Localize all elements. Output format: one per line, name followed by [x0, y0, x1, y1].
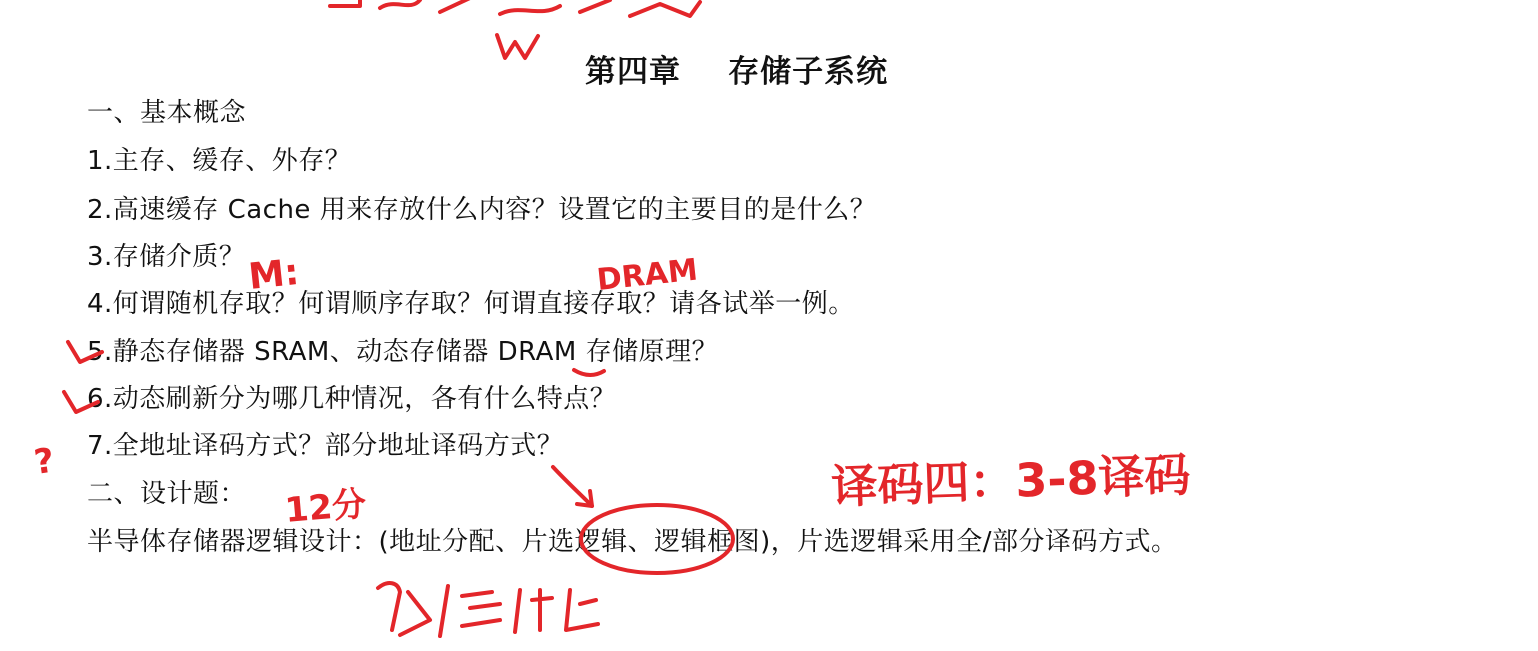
- m-note: M:: [246, 251, 301, 298]
- section-heading-design: 二、设计题：: [87, 479, 247, 509]
- bottom-scribble: [378, 583, 598, 636]
- dram-underline: [574, 370, 604, 375]
- arrow-to-chip-select: [553, 467, 592, 506]
- question-7: 7.全地址译码方式？部分地址译码方式？: [87, 431, 564, 461]
- chapter-title: 第四章 存储子系统: [585, 54, 889, 90]
- arrow-head: [577, 491, 592, 506]
- w-scribble: [497, 35, 538, 58]
- score-note: 12分: [283, 484, 368, 531]
- question-3: 3.存储介质？: [87, 242, 246, 272]
- top-scribble: [330, 0, 700, 16]
- design-question: 半导体存储器逻辑设计：(地址分配、片选逻辑、逻辑框图)，片选逻辑采用全/部分译码方式。: [87, 527, 1178, 557]
- section-heading-basic-concepts: 一、基本概念: [87, 98, 247, 128]
- decoder-note: 译码四：3-8译码: [830, 447, 1192, 514]
- question-mark-note: ?: [31, 440, 57, 483]
- question-2: 2.高速缓存 Cache 用来存放什么内容？设置它的主要目的是什么？: [87, 195, 877, 225]
- question-6: 6.动态刷新分为哪几种情况，各有什么特点？: [87, 384, 617, 414]
- dram-note: DRAM: [595, 252, 700, 298]
- question-4: 4.何谓随机存取？何谓顺序存取？何谓直接存取？请各试举一例。: [87, 289, 855, 319]
- question-5: 5.静态存储器 SRAM、动态存储器 DRAM 存储原理？: [87, 337, 719, 367]
- question-1: 1.主存、缓存、外存？: [87, 146, 352, 176]
